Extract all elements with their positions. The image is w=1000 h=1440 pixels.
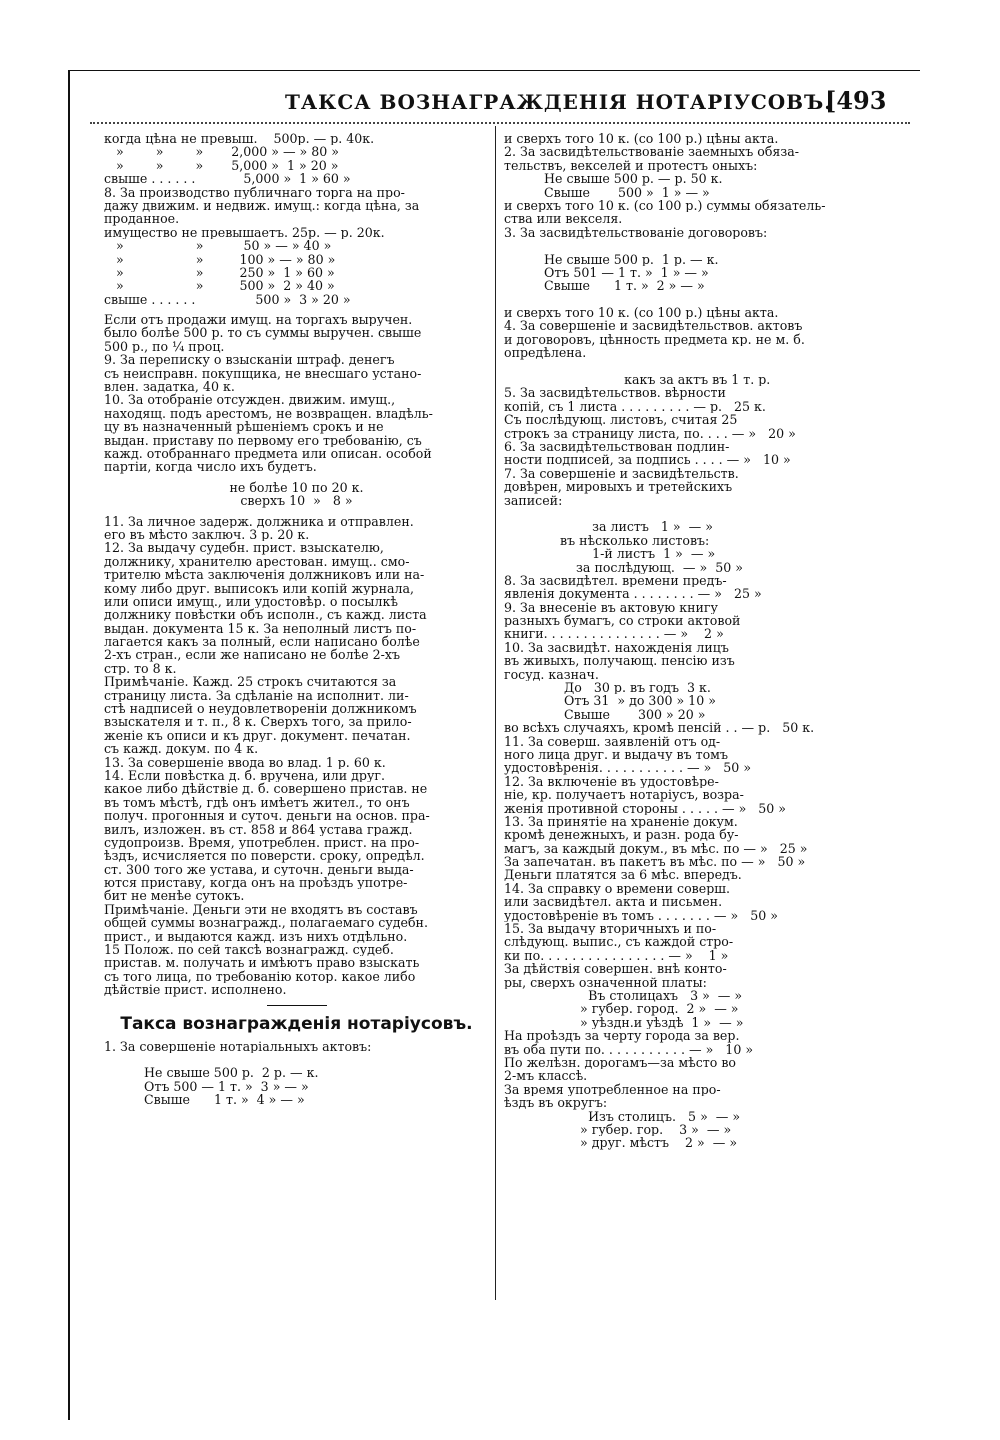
text-line: 1. За совершеніе нотаріальныхъ актовъ: [104,1039,372,1053]
text-line: вилъ, изложен. въ ст. 858 и 864 устава гражд. [104,822,413,836]
text-line: удостовѣреніе въ томъ . . . . . . . — » 50 » [504,908,778,923]
text-line: или засвидѣтел. акта и письмен. [504,895,723,909]
text-line: 11. За личное задерж. должника и отправлен. [104,514,414,528]
page-number: [493 [825,86,887,115]
text-line: сверхъ 10 » 8 » [240,494,353,508]
text-line: 10. За засвидѣт. нахожденія лицъ [504,640,729,655]
text-line: въ живыхъ, получающ. пенсію изъ [504,654,735,668]
text-line: За время употребленное на про- [504,1082,721,1097]
frame-left-border [68,70,70,1420]
section-title: Такса вознагражденія нотаріусовъ. [120,1013,473,1034]
text-line: проданное. [104,212,180,226]
left-tariff-block-b [104,313,489,474]
text-line: опредѣлена. [504,346,587,360]
text-line: ѣздъ, исчисляется по поверсти. сроку, опредѣл. [104,849,425,863]
text-line: ства или векселя. [504,212,623,226]
text-line: Примѣчаніе. Кажд. 25 строкъ считаются за [104,675,397,689]
left-tariff-block-d [104,515,489,997]
text-line: должнику повѣстки объ исполн., съ кажд. листа [104,608,427,622]
text-line: ніе, кр. получаетъ нотаріусъ, возра- [504,788,744,802]
text-line: Свыше 1 т. » 2 » — » [504,279,705,293]
text-line: ст. 300 того же устава, и суточн. деньги выда- [104,862,414,877]
text-line: Не свыше 500 р. — р. 50 к. [504,172,723,186]
text-line: явленія документа . . . . . . . . — » 25 » [504,587,762,601]
text-line: Отъ 500 — 1 т. » 3 » — » [104,1079,309,1094]
text-line: 7. За совершеніе и засвидѣтельств. [504,466,739,481]
left-tariff-block-e [104,1040,489,1107]
text-line: » друг. мѣстъ 2 » — » [504,1136,738,1150]
text-line: 2-хъ стран., если же написано не болѣе 2-хъ [104,648,401,662]
text-line: Свыше 500 » 1 » — » [504,185,710,199]
text-line: 4. За совершеніе и засвидѣтельствов. актовъ [504,319,803,333]
text-line: 2-мъ классѣ. [504,1069,588,1083]
text-line: и договоровъ, цѣнность предмета кр. не м. б. [504,332,805,347]
text-line: дѣйствіе прист. исполнено. [104,983,287,997]
text-line: » » » 5,000 » 1 » 20 » [104,158,339,173]
text-line: Въ столицахъ 3 » — » [504,989,743,1003]
text-line: пристав. м. получать и имѣютъ право взыскать [104,956,420,970]
text-line: За дѣйствія совершен. внѣ конто- [504,962,727,976]
text-line: за листъ 1 » — » [504,520,713,534]
text-line: » губер. гор. 3 » — » [504,1122,732,1137]
text-line: Деньги платятся за 6 мѣс. впередъ. [504,868,742,882]
text-line: ры, сверхъ означенной платы: [504,975,707,989]
right-tariff-block [504,132,906,1150]
text-line: не болѣе 10 по 20 к. [229,480,364,495]
text-line: На проѣздъ за черту города за вер. [504,1029,740,1043]
text-line: удостовѣренія. . . . . . . . . . . — » 50 » [504,761,752,775]
text-line: 8. За засвидѣтел. времени предъ- [504,573,727,588]
text-line: и сверхъ того 10 к. (со 100 р.) цѣны акта. [504,132,779,146]
text-line: 8. За производство публичнаго торга на про- [104,185,405,199]
text-line: и сверхъ того 10 к. (со 100 р.) цѣны акта. [504,306,779,320]
text-line: Если отъ продажи имущ. на торгахъ выручен. [104,313,413,327]
text-line: » » 100 » — » 80 » [104,252,336,266]
text-line: общей суммы вознагражд., полагаемаго судебн. [104,916,428,930]
text-line: какое либо дѣйствіе д. б. совершено пристав. не [104,782,428,796]
text-line: съ неисправн. покупщика, не внесшаго устано- [104,366,422,381]
text-line: » уѣздн.и уѣздѣ 1 » — » [504,1015,744,1030]
text-line: » » » 2,000 » — » 80 » [104,145,340,159]
text-line: 12. За включеніе въ удостовѣре- [504,774,719,789]
text-line: и сверхъ того 10 к. (со 100 р.) суммы обязатель- [504,198,826,213]
text-line: 12. За выдачу судебн. прист. взыскателю, [104,541,384,555]
column-divider [495,126,496,1300]
text-line: По желѣзн. дорогамъ—за мѣсто во [504,1055,737,1070]
text-line: 2. За засвидѣтельствованіе заемныхъ обяза- [504,145,799,159]
text-line: въ томъ мѣстѣ, гдѣ онъ имѣетъ жител., то онъ [104,795,410,810]
text-line: трителю мѣста заключенія должниковъ или на- [104,568,425,582]
text-line: должнику, хранителю арестован. имущ.. смо- [104,554,410,569]
text-line: Отъ 501 — 1 т. » 1 » — » [504,265,709,280]
text-line: лагается какъ за полный, если написано болѣе [104,635,420,649]
text-line: 1-й листъ 1 » — » [504,547,716,561]
text-line: 5. За засвидѣтельствов. вѣрности [504,386,726,400]
text-line: слѣдующ. выпис., съ каждой стро- [504,935,734,949]
text-line: До 30 р. въ годъ 3 к. [504,681,711,695]
text-line [504,360,906,373]
text-line: За запечатан. въ пакетъ въ мѣс. по — » 50 » [504,855,806,869]
text-line: бит не менѣе сутокъ. [104,889,245,903]
text-line: во всѣхъ случаяхъ, кромѣ пенсій . . — р. 50 к. [504,721,815,735]
text-line: 9. За внесеніе въ актовую книгу [504,600,718,615]
text-line: Изъ столицъ. 5 » — » [504,1109,741,1123]
text-line [504,239,906,252]
text-line: ѣздъ въ округъ: [504,1096,608,1110]
text-line: Отъ 31 » до 300 » 10 » [504,694,716,708]
page-title: ТАКСА ВОЗНАГРАЖДЕНІЯ НОТАРІУСОВЪ. [285,90,833,114]
text-line: цу въ назначенный рѣшеніемъ срокъ и не [104,420,384,434]
text-line: » губер. город. 2 » — » [504,1002,739,1016]
text-line: 13. За принятіе на храненіе докум. [504,814,738,829]
right-column [504,132,906,1150]
text-line: тельствъ, векселей и протестъ оныхъ: [504,158,758,173]
text-line: Свыше 1 т. » 4 » — » [104,1093,305,1107]
text-line: въ оба пути по. . . . . . . . . . . — » 10 » [504,1042,754,1056]
text-line: дажу движим. и недвиж. имущ.: когда цѣна, за [104,198,420,213]
text-line: стр. то 8 к. [104,661,177,676]
left-tariff-block-c [104,481,489,508]
text-line: Съ послѣдующ. листовъ, считая 25 [504,413,738,427]
text-line: или описи имущ., или удостовѣр. о посылкѣ [104,594,398,609]
text-line: какъ за актъ въ 1 т. р. [504,373,771,387]
text-line: за послѣдующ. — » 50 » [504,560,743,574]
text-line: выдан. приставу по первому его требованію, съ [104,433,422,447]
text-line: женія противной стороны . . . . . — » 50 » [504,801,787,815]
text-line: 500 р., по ¼ проц. [104,339,225,354]
frame-top-border [68,70,920,71]
text-line: свыше . . . . . . 5,000 » 1 » 60 » [104,172,351,186]
text-line: судопроизв. Время, употреблен. прист. на про- [104,835,420,850]
text-line: партіи, когда число ихъ будетъ. [104,460,317,474]
text-line: строкъ за страницу листа, по. . . . — » 20 » [504,426,796,440]
section-separator [267,1005,327,1006]
text-line: 9. За переписку о взысканіи штраф. денегъ [104,353,395,367]
header-decorative-rule [90,122,910,124]
text-line: получ. прогонныя и суточ. деньги на основ. пра- [104,809,430,823]
text-line: довѣрен, мировыхъ и третейскихъ [504,480,733,494]
text-line: прист., и выдаются кажд. изъ нихъ отдѣльно. [104,929,408,944]
text-line: стѣ надписей о неудовлетвореніи должникомъ [104,702,417,716]
text-line: влен. задатка, 40 к. [104,380,235,394]
text-line: 14. Если повѣстка д. б. вручена, или друг. [104,768,385,783]
text-line: кому либо друг. выписокъ или копій журнала, [104,581,415,595]
text-line: ности подписей, за подпись . . . . — » 10 » [504,453,791,467]
text-line: имущество не превышаетъ. 25р. — р. 20к. [104,225,385,240]
text-line: 3. За засвидѣтельствованіе договоровъ: [504,225,768,240]
left-tariff-block-a [104,132,489,306]
text-line: страницу листа. За сдѣланіе на исполнит. ли- [104,688,409,703]
text-line: кажд. отобраннаго предмета или описан. особой [104,446,432,461]
text-line: кромѣ денежныхъ, и разн. рода бу- [504,828,739,842]
text-line: ки по. . . . . . . . . . . . . . . . — » 1 » [504,948,729,963]
text-line: госуд. казнач. [504,667,599,682]
text-line: ного лица друг. и выдачу въ томъ [504,747,728,762]
text-line: 14. За справку о времени соверш. [504,881,730,896]
text-line: свыше . . . . . . 500 » 3 » 20 » [104,292,351,307]
text-line: 15 Полож. по сей таксѣ вознагражд. судеб. [104,943,394,957]
text-line: въ нѣсколько листовъ: [504,533,710,548]
text-line: съ кажд. докум. по 4 к. [104,742,259,756]
text-line: находящ. подъ арестомъ, не возвращен. владѣль- [104,406,433,421]
text-line: было болѣе 500 р. то съ суммы выручен. свыше [104,326,422,340]
text-line: записей: [504,493,563,507]
text-line: Не свыше 500 р. 1 р. — к. [504,252,719,266]
left-column [104,132,489,1107]
text-line: 10. За отобраніе отсужден. движим. имущ., [104,393,396,407]
text-line: Не свыше 500 р. 2 р. — к. [104,1066,319,1080]
text-line: разныхъ бумагъ, со строки актовой [504,614,741,628]
text-line [504,293,906,306]
text-line: книги. . . . . . . . . . . . . . . — » 2 » [504,627,724,641]
text-line: ются приставу, когда онъ на проѣздъ употре- [104,876,408,890]
text-line: Примѣчаніе. Деньги эти не входятъ въ составъ [104,902,418,917]
text-line: 11. За соверш. заявленій отъ од- [504,734,721,748]
text-line: » » 50 » — » 40 » [104,239,332,253]
text-line: его въ мѣсто заключ. 3 р. 20 к. [104,527,310,542]
text-line: когда цѣна не превыш. 500р. — р. 40к. [104,132,375,146]
text-line: женіе къ описи и къ друг. документ. печатан. [104,728,411,743]
text-line: магъ, за каждый докум., въ мѣс. по — » 25 » [504,841,808,856]
text-line: съ того лица, по требованію котор. какое либо [104,969,416,984]
text-line: 13. За совершеніе ввода во влад. 1 р. 60 к. [104,755,386,769]
text-line: 6. За засвидѣтельствован подлин- [504,439,730,454]
text-line [104,1053,489,1066]
page-header [70,80,920,120]
text-line: 15. За выдачу вторичныхъ и по- [504,922,717,936]
text-line: взыскателя и т. п., 8 к. Сверхъ того, за прило- [104,715,412,729]
text-line: » » 250 » 1 » 60 » [104,265,335,280]
text-line: копій, съ 1 листа . . . . . . . . . — р. 25 к. [504,399,766,414]
text-line [504,507,906,520]
text-line: выдан. документа 15 к. За неполный листъ по- [104,621,417,636]
text-line: Свыше 300 » 20 » [504,707,706,722]
text-line: » » 500 » 2 » 40 » [104,279,335,293]
